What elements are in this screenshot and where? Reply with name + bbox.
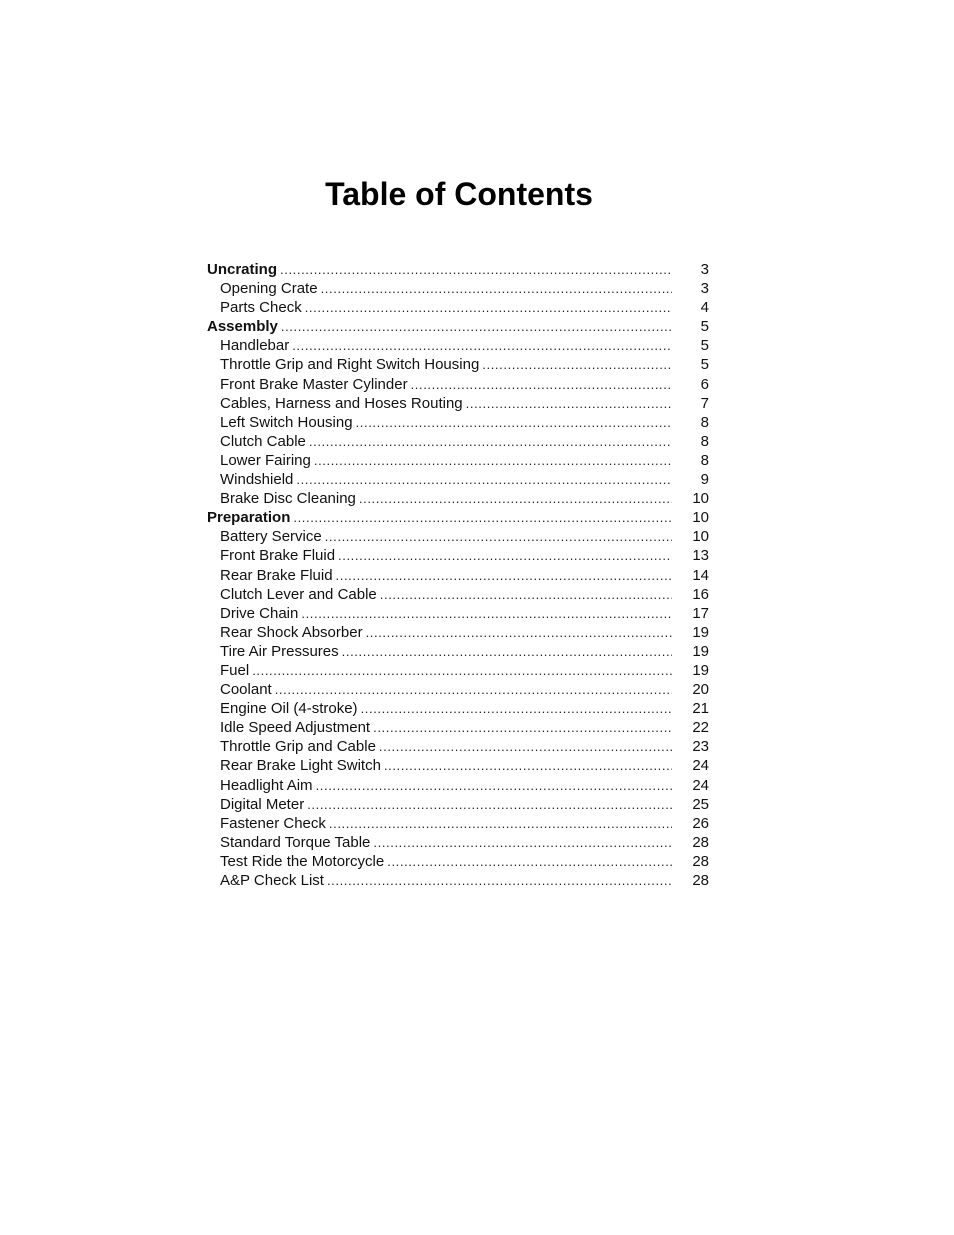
toc-entry-label: Digital Meter bbox=[220, 796, 307, 813]
toc-page-number: 10 bbox=[692, 509, 709, 527]
toc-section-entry bbox=[207, 508, 709, 527]
toc-entry-link[interactable] bbox=[220, 814, 672, 833]
toc-page-number: 21 bbox=[692, 700, 709, 718]
toc-entry-label: Left Switch Housing bbox=[220, 414, 356, 431]
toc-entry bbox=[207, 680, 709, 699]
toc-entry-link[interactable] bbox=[220, 852, 672, 871]
toc-page-number: 10 bbox=[692, 528, 709, 546]
toc-entry bbox=[207, 451, 709, 470]
toc-entry-link[interactable] bbox=[220, 776, 672, 795]
toc-page-number: 7 bbox=[700, 394, 709, 412]
toc-entry bbox=[207, 566, 709, 585]
toc-section-link[interactable] bbox=[207, 508, 672, 527]
toc-entry bbox=[207, 546, 709, 565]
toc-entry bbox=[207, 470, 709, 489]
toc-section-entry bbox=[207, 260, 709, 279]
toc-entry bbox=[207, 527, 709, 546]
toc-entry-link[interactable] bbox=[220, 623, 672, 642]
toc-entry-link[interactable] bbox=[220, 298, 672, 317]
toc-entry-link[interactable] bbox=[220, 375, 672, 394]
toc-entry-link[interactable] bbox=[220, 833, 672, 852]
toc-entry-label: Engine Oil (4-stroke) bbox=[220, 700, 361, 717]
toc-entry bbox=[207, 661, 709, 680]
toc-entry-label: Parts Check bbox=[220, 299, 305, 316]
toc-entry-label: Idle Speed Adjustment bbox=[220, 719, 373, 736]
toc-entry bbox=[207, 871, 709, 890]
toc-section-link[interactable] bbox=[207, 260, 672, 279]
toc-page-number: 28 bbox=[692, 872, 709, 889]
toc-entry bbox=[207, 718, 709, 737]
toc-entry bbox=[207, 375, 709, 394]
toc-page-number: 8 bbox=[700, 451, 709, 469]
toc-entry-label: Coolant bbox=[220, 681, 275, 698]
toc-entry-link[interactable] bbox=[220, 546, 672, 565]
toc-entry-label: Brake Disc Cleaning bbox=[220, 490, 359, 507]
toc-section-link[interactable] bbox=[207, 317, 672, 336]
toc-page-number: 19 bbox=[692, 642, 709, 660]
toc-entry-label: Test Ride the Motorcycle bbox=[220, 853, 387, 870]
toc-entry-label: Clutch Lever and Cable bbox=[220, 586, 380, 603]
toc-entry bbox=[207, 394, 709, 413]
toc-entry bbox=[207, 585, 709, 604]
toc-page-number: 5 bbox=[700, 337, 709, 355]
toc-section-label: Uncrating bbox=[207, 261, 280, 278]
toc-entry bbox=[207, 413, 709, 432]
toc-entry-label: Rear Brake Light Switch bbox=[220, 757, 384, 774]
toc-entry-label: Opening Crate bbox=[220, 280, 321, 297]
toc-entry-label: Front Brake Master Cylinder bbox=[220, 376, 411, 393]
toc-entry-label: Front Brake Fluid bbox=[220, 547, 338, 564]
toc-page-number: 19 bbox=[692, 623, 709, 641]
toc-entry-link[interactable] bbox=[220, 336, 672, 355]
toc-section-label: Preparation bbox=[207, 509, 293, 526]
toc-entry-label: Rear Shock Absorber bbox=[220, 624, 366, 641]
toc-page-number: 25 bbox=[692, 795, 709, 813]
toc-entry-link[interactable] bbox=[220, 432, 672, 451]
toc-section-label: Assembly bbox=[207, 318, 281, 335]
toc-page-number: 28 bbox=[692, 852, 709, 870]
toc-entry-label: Handlebar bbox=[220, 337, 292, 354]
toc-entry-link[interactable] bbox=[220, 279, 672, 298]
toc-entry bbox=[207, 489, 709, 508]
toc-page-number: 8 bbox=[700, 413, 709, 431]
toc-entry-label: Windshield bbox=[220, 471, 296, 488]
toc-page-number: 19 bbox=[692, 661, 709, 679]
toc-page-number: 26 bbox=[692, 814, 709, 832]
toc-page-number: 5 bbox=[700, 356, 709, 374]
toc-entry-label: Throttle Grip and Right Switch Housing bbox=[220, 356, 482, 373]
toc-entry-label: Headlight Aim bbox=[220, 777, 316, 794]
toc-entry-link[interactable] bbox=[220, 489, 672, 508]
toc-page-number: 9 bbox=[700, 471, 709, 489]
toc-page-number: 6 bbox=[700, 375, 709, 393]
toc-entry-link[interactable] bbox=[220, 795, 672, 814]
toc-entry-label: Standard Torque Table bbox=[220, 834, 373, 851]
toc-page-number: 28 bbox=[692, 833, 709, 851]
toc-entry-link[interactable] bbox=[220, 661, 672, 680]
toc-entry bbox=[207, 279, 709, 298]
toc-entry-label: Throttle Grip and Cable bbox=[220, 738, 379, 755]
toc-entry bbox=[207, 737, 709, 756]
toc-entry bbox=[207, 336, 709, 355]
toc-entry-link[interactable] bbox=[220, 718, 672, 737]
toc-page-number: 16 bbox=[692, 585, 709, 603]
toc-entry-link[interactable] bbox=[220, 642, 672, 661]
toc-section-entry bbox=[207, 317, 709, 336]
table-of-contents bbox=[207, 260, 709, 890]
toc-entry bbox=[207, 432, 709, 451]
toc-entry bbox=[207, 814, 709, 833]
toc-entry bbox=[207, 756, 709, 775]
toc-page-number: 24 bbox=[692, 757, 709, 775]
toc-entry-link[interactable] bbox=[220, 699, 672, 718]
toc-entry-label: Cables, Harness and Hoses Routing bbox=[220, 395, 466, 412]
toc-entry-label: Clutch Cable bbox=[220, 433, 309, 450]
toc-page-number: 3 bbox=[700, 261, 709, 278]
toc-page-number: 20 bbox=[692, 681, 709, 699]
toc-entry-label: Fuel bbox=[220, 662, 252, 679]
toc-page-number: 4 bbox=[700, 299, 709, 317]
toc-page-number: 14 bbox=[692, 566, 709, 584]
toc-entry-link[interactable] bbox=[220, 871, 672, 890]
toc-page-number: 24 bbox=[692, 776, 709, 794]
toc-entry-link[interactable] bbox=[220, 527, 672, 546]
toc-page-number: 22 bbox=[692, 719, 709, 737]
toc-entry-link[interactable] bbox=[220, 737, 672, 756]
toc-page-number: 10 bbox=[692, 490, 709, 508]
toc-entry-label: Rear Brake Fluid bbox=[220, 567, 336, 584]
toc-entry-link[interactable] bbox=[220, 680, 672, 699]
toc-entry-label: Lower Fairing bbox=[220, 452, 314, 469]
toc-entry-link[interactable] bbox=[220, 451, 672, 470]
toc-entry-link[interactable] bbox=[220, 585, 672, 604]
toc-entry-label: Tire Air Pressures bbox=[220, 643, 342, 660]
toc-entry bbox=[207, 604, 709, 623]
toc-entry-link[interactable] bbox=[220, 566, 672, 585]
toc-entry-link[interactable] bbox=[220, 604, 672, 623]
toc-page-number: 5 bbox=[700, 318, 709, 336]
toc-page-number: 23 bbox=[692, 738, 709, 756]
toc-entry bbox=[207, 833, 709, 852]
toc-entry-link[interactable] bbox=[220, 355, 672, 374]
toc-entry bbox=[207, 355, 709, 374]
toc-entry-label: Battery Service bbox=[220, 528, 325, 545]
toc-entry-link[interactable] bbox=[220, 413, 672, 432]
toc-entry bbox=[207, 699, 709, 718]
toc-entry-link[interactable] bbox=[220, 470, 672, 489]
toc-page-number: 8 bbox=[700, 432, 709, 450]
toc-entry-link[interactable] bbox=[220, 394, 672, 413]
toc-entry-label: Drive Chain bbox=[220, 605, 301, 622]
toc-entry bbox=[207, 852, 709, 871]
toc-entry-label: Fastener Check bbox=[220, 815, 329, 832]
toc-entry bbox=[207, 776, 709, 795]
toc-page-number: 3 bbox=[700, 280, 709, 298]
toc-entry bbox=[207, 298, 709, 317]
toc-entry bbox=[207, 642, 709, 661]
toc-entry bbox=[207, 795, 709, 814]
toc-entry bbox=[207, 623, 709, 642]
toc-entry-link[interactable] bbox=[220, 756, 672, 775]
page-title: Table of Contents bbox=[325, 176, 593, 212]
toc-page-number: 13 bbox=[692, 547, 709, 565]
toc-entry-label: A&P Check List bbox=[220, 872, 327, 889]
toc-page-number: 17 bbox=[692, 604, 709, 622]
